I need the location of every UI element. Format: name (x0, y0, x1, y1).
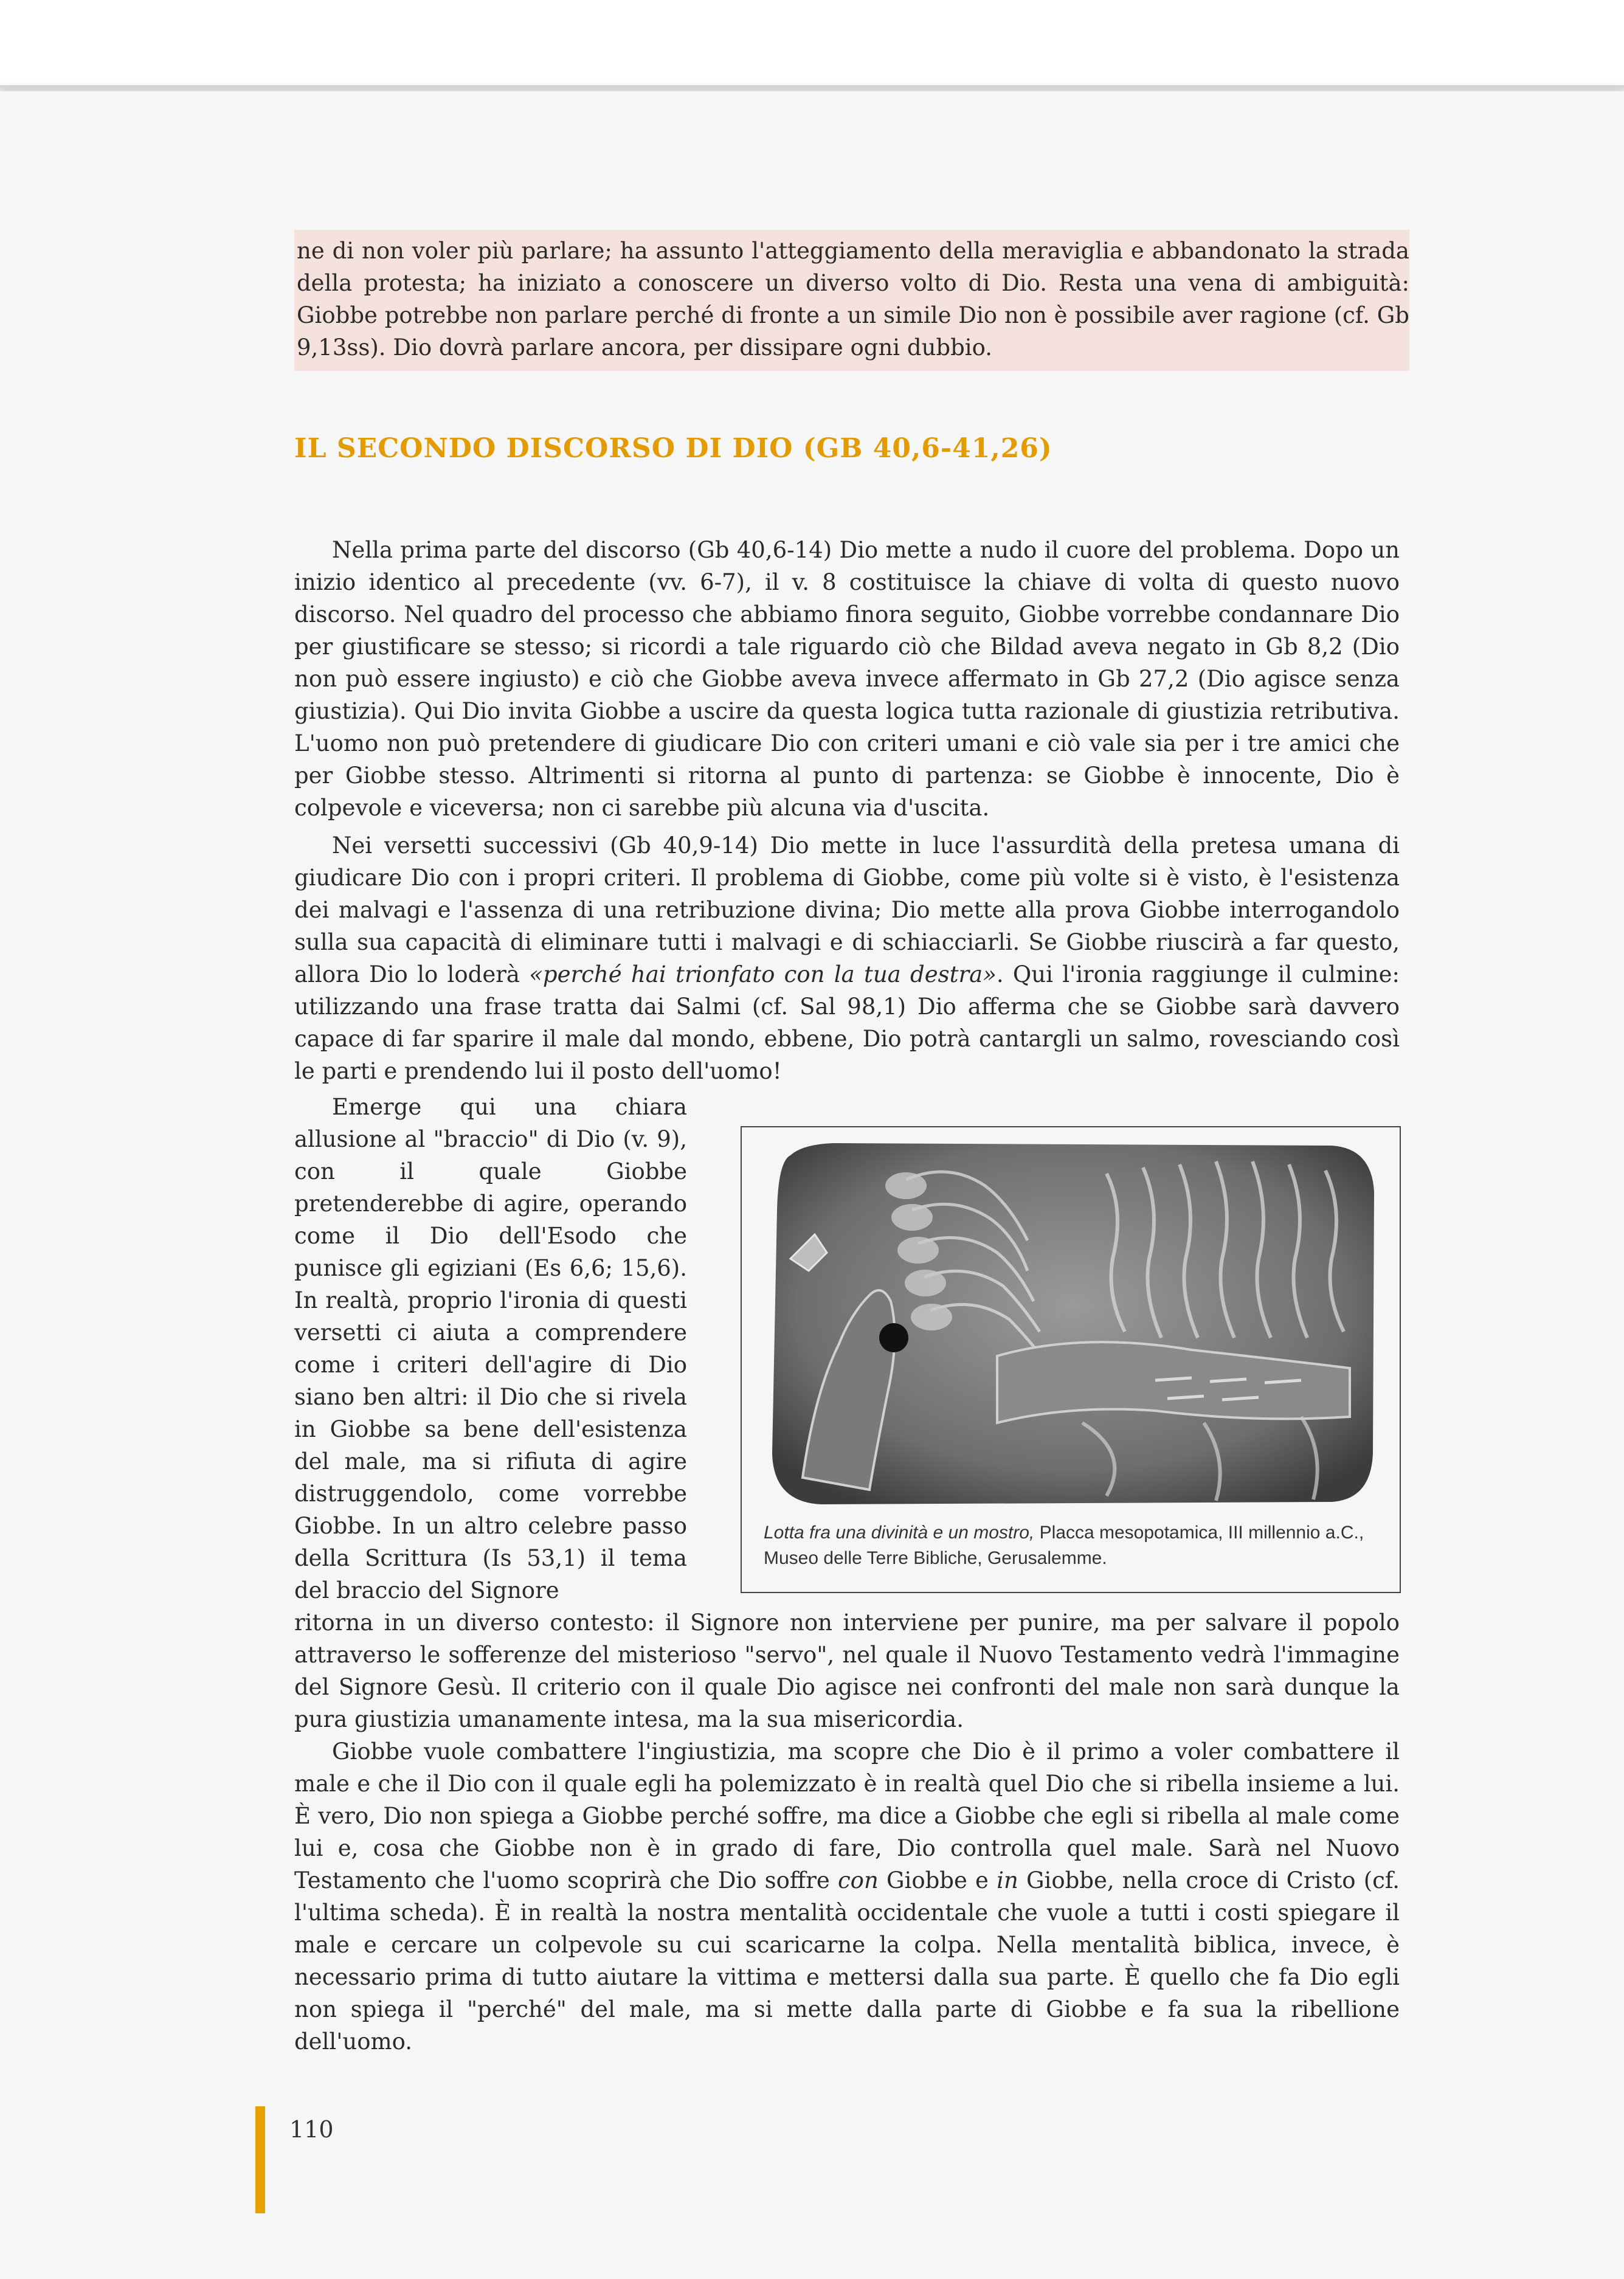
paragraph-1: Nella prima parte del discorso (Gb 40,6-14) Dio mette a nudo il cuore del problema. Dopo un inizio identico al precedente (vv. 6-7), il v. 8 costituisce la chiave di volta di questo nuovo discorso. Nel quadro del processo che abbiamo finora seguito, Giobbe vorrebbe condannare Dio per giustificare se stesso; si ricordi a tale riguardo ciò che Bildad aveva negato in Gb 8,2 (Dio non può essere ingiusto) e ciò che Giobbe aveva invece affermato in Gb 27,2 (Dio agisce senza giustizia). Qui Dio invita Giobbe a uscire da questa logica tutta razionale di giustizia retributiva. L'uomo non può pretendere di giudicare Dio con criteri umani e ciò vale sia per i tre amici che per Giobbe stesso. Altrimenti si ritorna al punto di partenza: se Giobbe è innocente, Dio è colpevole e viceversa; non ci sarebbe più alcuna via d'uscita. (294, 537, 1400, 821)
paragraph-4-in: in (997, 1867, 1018, 1893)
page-number: 110 (289, 2116, 334, 2143)
page-number-bar (255, 2106, 265, 2213)
caption-details: Placca mesopotamica, III millennio a.C., Museo delle Terre Bibliche, Gerusalemme. (764, 1523, 1364, 1568)
paragraph-4-text-a: Giobbe vuole combattere l'ingiustizia, ma scopre che Dio è il primo a voler combattere il male e che il Dio con il quale egli ha polemizzato è in realtà quel Dio che si ribella insieme a lui. È vero, Dio non spiega a Giobbe perché soffre, ma dice a Giobbe che egli si ribella al male come lui e, cosa che Giobbe non è in grado di fare, Dio controlla quel male. Sarà nel Nuovo Testamento che l'uomo scoprirà che Dio soffre (294, 1738, 1400, 1893)
caption-title: Lotta fra una divinità e un mostro, (764, 1523, 1035, 1543)
paragraph-3-continued: ritorna in un diverso contesto: il Signore non interviene per punire, ma per salvare il popolo attraverso le sofferenze del misterioso "servo", nel quale il Nuovo Testamento vedrà l'immagine del Signore Gesù. Il criterio con il quale Dio agisce nei confronti del male non sarà dunque la pura giustizia umanamente intesa, ma la sua misericordia. (294, 1610, 1400, 1732)
figure-relief (741, 1126, 1401, 1593)
paragraph-2-text-a: Nei versetti successivi (Gb 40,9-14) Dio mette in luce l'assurdità della pretesa umana di giudicare Dio con i propri criteri. Il problema di Giobbe, come più volte si è visto, è l'esistenza dei malvagi e l'assenza di una retribuzione divina; Dio mette alla prova Giobbe interrogandolo sulla sua capacità di eliminare tutti i malvagi e di schiacciarli. Se Giobbe riuscirà a far questo, allora Dio lo loderà (294, 832, 1400, 987)
intro-paragraph: ne di non voler più parlare; ha assunto l'atteggiamento della meraviglia e abbandonato la strada della protesta; ha iniziato a conoscere un diverso volto di Dio. Resta una vena di ambiguità: Giobbe potrebbe non parlare perché di fronte a un simile Dio non è possibile aver ragione (cf. Gb 9,13ss). Dio dovrà parlare ancora, per dissipare ogni dubbio. (297, 238, 1409, 361)
paragraph-2-quote: «perché hai trionfato con la tua destra» (529, 961, 997, 987)
paragraph-3-narrow: Emerge qui una chiara allusione al "braccio" di Dio (v. 9), con il quale Giobbe pretenderebbe di agire, operando come il Dio dell'Esodo che punisce gli egiziani (Es 6,6; 15,6). In realtà, proprio l'ironia di questi versetti ci aiuta a comprendere come i criteri dell'agire di Dio siano ben altri: il Dio che si rivela in Giobbe sa bene dell'esistenza del male, ma si rifiuta di agire distruggendolo, come vorrebbe Giobbe. In un altro celebre passo della Scrittura (Is 53,1) il tema del braccio del Signore (294, 1094, 687, 1603)
paragraph-4-con: con (837, 1867, 879, 1893)
paragraph-4 (294, 1735, 1400, 2058)
section-heading: IL SECONDO DISCORSO DI DIO (GB 40,6-41,26) (294, 433, 1052, 464)
paragraph-2-text-b: . Qui l'ironia raggiunge il culmine: utilizzando una frase tratta dai Salmi (cf. Sal 98,1) Dio afferma che se Giobbe sarà davvero capace di far sparire il male dal mondo, ebbene, Dio potrà cantargli un salmo, rovesciando così le parti e prendendo lui il posto dell'uomo! (294, 961, 1400, 1084)
figure-caption (764, 1520, 1378, 1571)
paragraph-2 (294, 829, 1400, 1087)
paragraph-4-text-b: Giobbe, nella croce di Cristo (cf. l'ultima scheda). È in realtà la nostra mentalità occidentale che vuole a tutti i costi spiegare il male e cercare un colpevole su cui scaricarne la colpa. Nella mentalità biblica, invece, è necessario prima di tutto aiutare la vittima e mettersi dalla sua parte. È quello che fa Dio egli non spiega il "perché" del male, ma si mette dalla parte di Giobbe e fa sua la ribellione dell'uomo. (294, 1867, 1400, 2055)
paragraph-4-mid: Giobbe e (878, 1867, 997, 1893)
relief-illustration (766, 1137, 1378, 1510)
